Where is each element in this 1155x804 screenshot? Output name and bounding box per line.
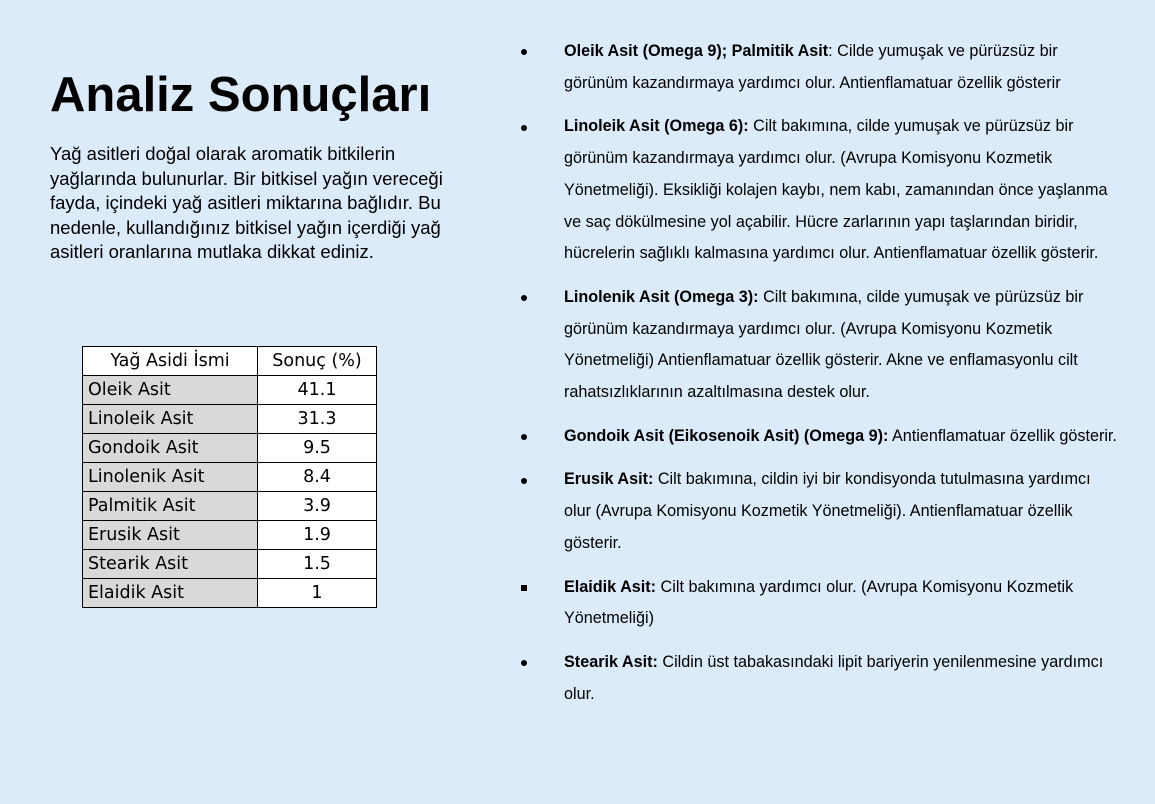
- table-row: [83, 579, 377, 608]
- fatty-acid-value: 8.4: [258, 463, 377, 492]
- list-item-description: Cilt bakımına, cilde yumuşak ve pürüzsüz bir görünüm kazandırmaya yardımcı olur. (Avrupa Komisyonu Kozmetik Yönetmeliği) Antienflamatuar özellik gösterir. Akne ve enflamasyonlu cilt rahatsızlıklarının azaltılmasına destek olur.: [564, 287, 1084, 402]
- bullet-dot-icon: [518, 647, 530, 679]
- bullet-dot-icon: [518, 421, 530, 453]
- list-item-term: Oleik Asit (Omega 9); Palmitik Asit: [564, 42, 829, 60]
- list-item: [518, 36, 1118, 99]
- list-item-term: Linolenik Asit (Omega 3):: [564, 287, 759, 306]
- fatty-acid-value: 9.5: [258, 434, 377, 463]
- fatty-acid-name: Palmitik Asit: [83, 492, 258, 521]
- column-header-result: Sonuç (%): [258, 347, 377, 376]
- fatty-acid-value: 41.1: [258, 376, 377, 405]
- bullet-dot-icon: [518, 464, 530, 496]
- bullet-square-icon: [518, 572, 530, 604]
- intro-paragraph: Yağ asitleri doğal olarak aromatik bitkilerin yağlarında bulunurlar. Bir bitkisel yağın vereceği fayda, içindeki yağ asitleri miktarına bağlıdır. Bu nedenle, kullandığınız bitkisel yağın içerdiği yağ asitleri oranlarına mutlaka dikkat ediniz.: [50, 143, 443, 262]
- list-item: [518, 282, 1118, 409]
- list-item-description: Cilt bakımına yardımcı olur. (Avrupa Komisyonu Kozmetik Yönetmeliği): [564, 577, 1074, 628]
- fatty-acid-name: Oleik Asit: [83, 376, 258, 405]
- column-header-name: Yağ Asidi İsmi: [83, 347, 258, 376]
- table-row: [83, 434, 377, 463]
- list-item-description: : Cilde yumuşak ve pürüzsüz bir görünüm kazandırmaya yardımcı olur. Antienflamatuar özellik gösterir: [564, 42, 1061, 92]
- list-item: [518, 464, 1118, 559]
- list-item: [518, 572, 1118, 635]
- results-table-container: [82, 346, 377, 608]
- fatty-acid-value: 1.5: [258, 550, 377, 579]
- table-row: [83, 550, 377, 579]
- fatty-acid-value: 3.9: [258, 492, 377, 521]
- bullet-list: [518, 36, 1118, 722]
- fatty-acid-value: 1: [258, 579, 377, 608]
- table-row: [83, 376, 377, 405]
- table-row: [83, 492, 377, 521]
- fatty-acid-name: Gondoik Asit: [83, 434, 258, 463]
- list-item-description: Cilt bakımına, cildin iyi bir kondisyonda tutulmasına yardımcı olur (Avrupa Komisyonu Kozmetik Yönetmeliği). Antienflamatuar özellik gösterir.: [564, 470, 1091, 552]
- list-item: [518, 647, 1118, 710]
- bullet-dot-icon: [518, 36, 530, 68]
- list-item-term: Gondoik Asit (Eikosenoik Asit) (Omega 9):: [564, 426, 889, 445]
- fatty-acid-name: Linolenik Asit: [83, 463, 258, 492]
- table-row: [83, 405, 377, 434]
- list-item: [518, 111, 1118, 270]
- list-item-description: Antienflamatuar özellik gösterir.: [888, 426, 1117, 445]
- fatty-acid-value: 31.3: [258, 405, 377, 434]
- fatty-acid-value: 1.9: [258, 521, 377, 550]
- table-row: [83, 521, 377, 550]
- table-header-row: [83, 347, 377, 376]
- results-table: [82, 346, 377, 608]
- fatty-acid-name: Elaidik Asit: [83, 579, 258, 608]
- left-column: [50, 66, 470, 265]
- bullet-dot-icon: [518, 111, 530, 143]
- list-item-description: Cildin üst tabakasındaki lipit bariyerin yenilenmesine yardımcı olur.: [564, 652, 1104, 703]
- list-item-term: Elaidik Asit:: [564, 577, 657, 596]
- fatty-acid-name: Stearik Asit: [83, 550, 258, 579]
- fatty-acid-name: Erusik Asit: [83, 521, 258, 550]
- fatty-acid-name: Linoleik Asit: [83, 405, 258, 434]
- list-item-term: Linoleik Asit (Omega 6):: [564, 117, 749, 136]
- list-item: [518, 421, 1118, 453]
- list-item-description: Cilt bakımına, cilde yumuşak ve pürüzsüz bir görünüm kazandırmaya yardımcı olur. (Avrupa Komisyonu Kozmetik Yönetmeliği). Eksikliği kolajen kaybı, nem kabı, zamanından önce yaşlanma ve saç dökülmesine yol açabilir. Hücre zarlarının yapı taşlarından biridir, hücrelerin sağlıklı kalmasına yardımcı olur. Antienflamatuar özellik gösterir.: [564, 117, 1108, 263]
- bullet-dot-icon: [518, 282, 530, 314]
- list-item-term: Stearik Asit:: [564, 652, 658, 671]
- table-row: [83, 463, 377, 492]
- page-title: Analiz Sonuçları: [50, 68, 432, 122]
- list-item-term: Erusik Asit:: [564, 470, 654, 489]
